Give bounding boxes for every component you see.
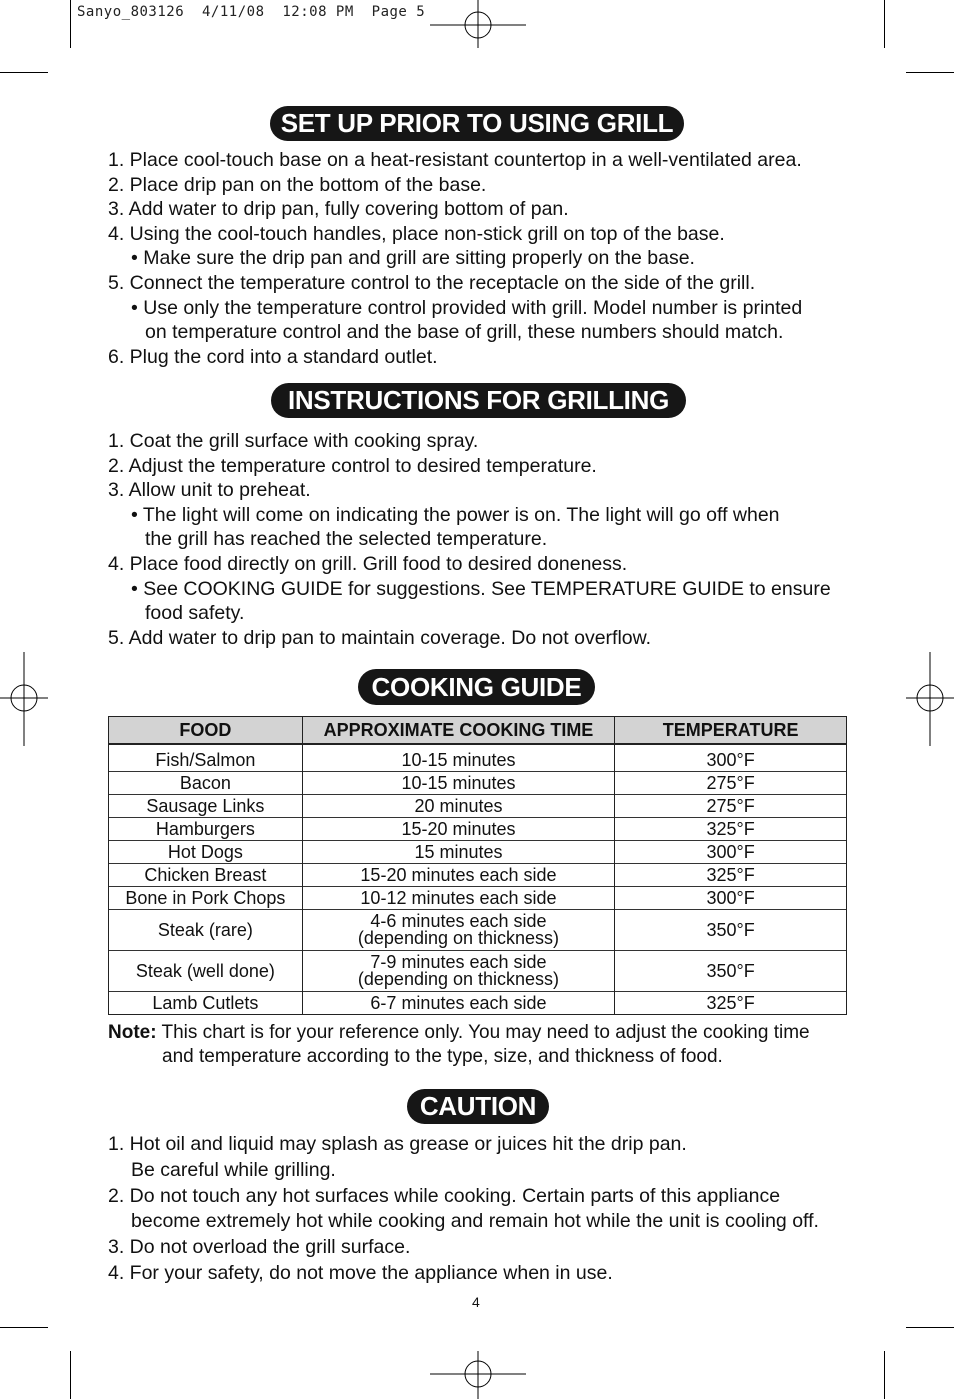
crop-mark (884, 0, 885, 48)
list-item: food safety. (145, 602, 245, 625)
list-item: on temperature control and the base of grill, these numbers should match. (145, 321, 784, 344)
registration-mark-icon (0, 650, 50, 750)
table-row (109, 992, 847, 1015)
printer-slug: Sanyo_803126 4/11/08 12:08 PM Page 5 (77, 4, 426, 20)
chart-note (108, 1021, 848, 1069)
page-number: 4 (472, 1294, 480, 1310)
list-item: become extremely hot while cooking and remain hot while the unit is cooling off. (131, 1210, 819, 1233)
time-note: (depending on thickness) (357, 928, 560, 948)
registration-mark-icon (428, 1349, 528, 1399)
food-cell: Bone in Pork Chops (109, 887, 303, 910)
time-cell: 10-15 minutes (302, 772, 615, 795)
food-cell: Steak (rare) (109, 910, 303, 951)
list-item: 1. Hot oil and liquid may splash as grease or juices hit the drip pan. (108, 1133, 687, 1155)
list-item: 4. For your safety, do not move the appliance when in use. (108, 1261, 613, 1284)
time-cell: 15-20 minutes (302, 818, 615, 841)
table-row (109, 744, 847, 772)
table-row (109, 864, 847, 887)
crop-mark (0, 1327, 48, 1328)
list-item: 1. Coat the grill surface with cooking spray. (108, 430, 479, 452)
list-item: 2. Do not touch any hot surfaces while cooking. Certain parts of this appliance (108, 1184, 781, 1207)
food-cell: Fish/Salmon (109, 744, 303, 772)
grilling-list (108, 429, 831, 650)
list-item: 4. Place food directly on grill. Grill food to desired doneness. (108, 552, 628, 575)
time-cell: 20 minutes (302, 795, 615, 818)
crop-mark (0, 72, 48, 73)
food-cell: Hamburgers (109, 818, 303, 841)
time-text: 4-6 minutes each side (370, 911, 547, 931)
table-row (109, 772, 847, 795)
temp-cell: 300°F (615, 841, 847, 864)
crop-mark (906, 72, 954, 73)
list-item: 5. Add water to drip pan to maintain coverage. Do not overflow. (108, 626, 652, 649)
crop-mark (906, 1327, 954, 1328)
list-item: 6. Plug the cord into a standard outlet. (108, 345, 438, 368)
table-row (109, 841, 847, 864)
food-cell: Lamb Cutlets (109, 992, 303, 1015)
registration-mark-icon (428, 0, 528, 50)
list-item: 3. Do not overload the grill surface. (108, 1236, 411, 1259)
grilling-heading: INSTRUCTIONS FOR GRILLING (271, 383, 686, 418)
time-cell (302, 910, 615, 951)
column-header-time: APPROXIMATE COOKING TIME (302, 717, 615, 745)
cooking-guide-table (108, 716, 847, 1015)
note-text: This chart is for your reference only. You may need to adjust the cooking time (156, 1022, 810, 1043)
food-cell: Chicken Breast (109, 864, 303, 887)
temp-cell: 325°F (615, 992, 847, 1015)
list-item: • See COOKING GUIDE for suggestions. See TEMPERATURE GUIDE to ensure (131, 577, 831, 600)
note-label: Note: (108, 1022, 157, 1043)
crop-mark (70, 1351, 71, 1399)
list-item: 4. Using the cool-touch handles, place non-stick grill on top of the base. (108, 222, 725, 245)
temp-cell: 325°F (615, 864, 847, 887)
temp-cell: 275°F (615, 772, 847, 795)
list-item: 1. Place cool-touch base on a heat-resistant countertop in a well-ventilated area. (108, 149, 802, 171)
caution-list (108, 1132, 819, 1287)
crop-mark (70, 0, 71, 48)
crop-mark (884, 1351, 885, 1399)
temp-cell: 300°F (615, 887, 847, 910)
list-item: • The light will come on indicating the power is on. The light will go off when (131, 503, 780, 526)
time-note: (depending on thickness) (357, 969, 560, 989)
time-cell: 10-15 minutes (302, 744, 615, 772)
registration-mark-icon (904, 650, 954, 750)
temp-cell: 325°F (615, 818, 847, 841)
list-item: • Use only the temperature control provided with grill. Model number is printed (131, 296, 803, 319)
table-row (109, 887, 847, 910)
setup-heading: SET UP PRIOR TO USING GRILL (270, 106, 684, 141)
temp-cell: 350°F (615, 951, 847, 992)
table-row (109, 818, 847, 841)
table-row (109, 951, 847, 992)
time-cell: 15 minutes (302, 841, 615, 864)
table-header-row (109, 717, 847, 745)
time-text: 7-9 minutes each side (370, 952, 547, 972)
food-cell: Hot Dogs (109, 841, 303, 864)
table-row (109, 795, 847, 818)
table-row (109, 910, 847, 951)
list-item: 3. Allow unit to preheat. (108, 479, 311, 502)
caution-heading: CAUTION (407, 1089, 549, 1124)
list-item: Be careful while grilling. (131, 1158, 336, 1181)
column-header-temperature: TEMPERATURE (615, 717, 847, 745)
list-item: 3. Add water to drip pan, fully covering bottom of pan. (108, 198, 569, 221)
list-item: 5. Connect the temperature control to the receptacle on the side of the grill. (108, 271, 756, 294)
time-cell (302, 951, 615, 992)
temp-cell: 350°F (615, 910, 847, 951)
list-item: • Make sure the drip pan and grill are sitting properly on the base. (131, 247, 695, 270)
cooking-guide-heading: COOKING GUIDE (358, 669, 595, 705)
column-header-food: FOOD (109, 717, 303, 745)
list-item: the grill has reached the selected temperature. (145, 528, 548, 551)
food-cell: Sausage Links (109, 795, 303, 818)
time-cell: 15-20 minutes each side (302, 864, 615, 887)
time-cell: 6-7 minutes each side (302, 992, 615, 1015)
food-cell: Bacon (109, 772, 303, 795)
food-cell: Steak (well done) (109, 951, 303, 992)
setup-list (108, 148, 802, 369)
list-item: 2. Adjust the temperature control to desired temperature. (108, 454, 597, 477)
temp-cell: 275°F (615, 795, 847, 818)
temp-cell: 300°F (615, 744, 847, 772)
note-text: and temperature according to the type, size, and thickness of food. (162, 1046, 723, 1067)
list-item: 2. Place drip pan on the bottom of the base. (108, 173, 487, 196)
time-cell: 10-12 minutes each side (302, 887, 615, 910)
